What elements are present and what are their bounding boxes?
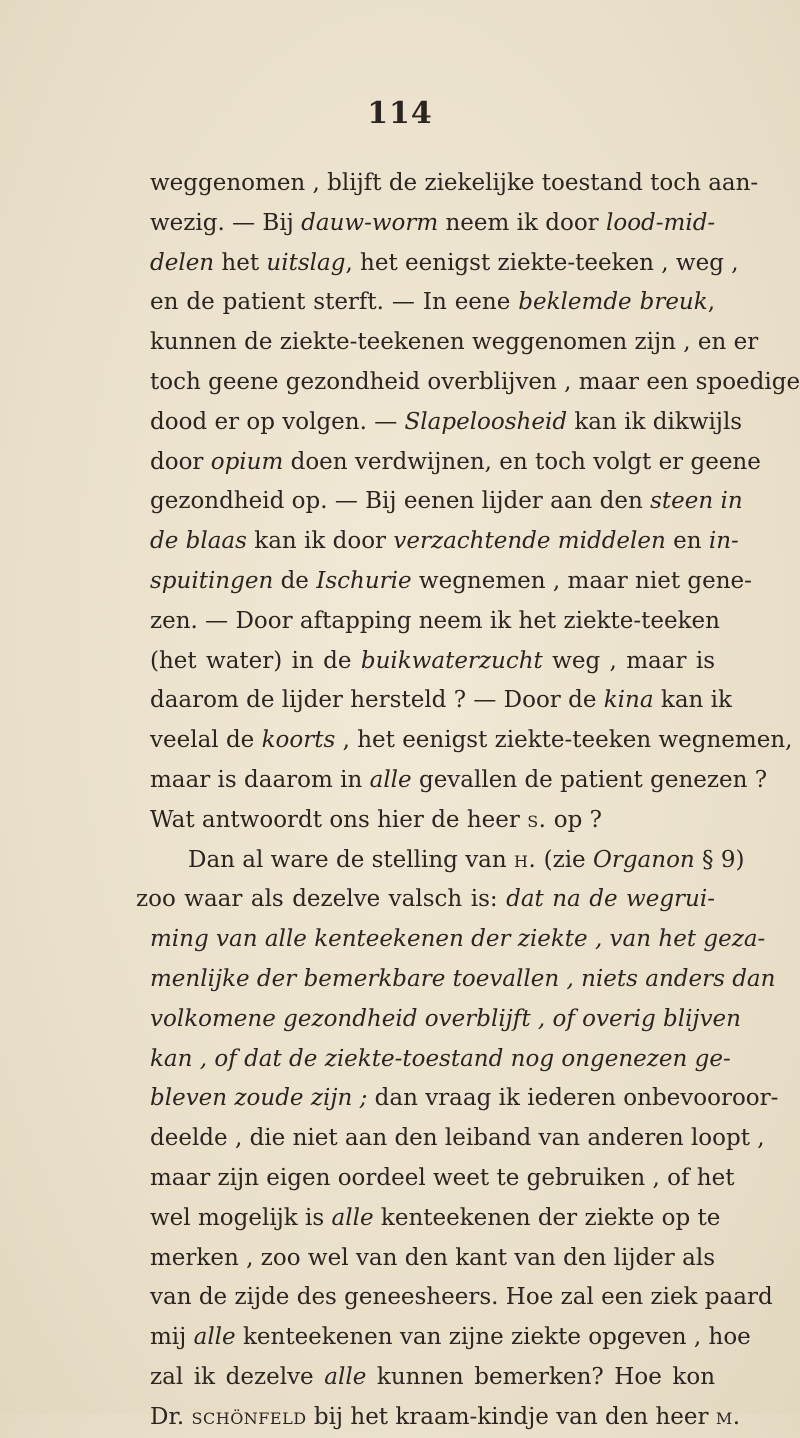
italic-run: kina [603,687,654,714]
italic-run: bleven zoude zijn ; [150,1085,368,1112]
text-line [150,920,766,960]
text-run: wegnemen , maar niet gene- [411,567,752,594]
text-run: kan ik [653,687,732,714]
text-run: maar is daarom in [150,766,370,793]
text-line [150,283,715,323]
text-line [150,1079,779,1119]
text-run: § 9) [694,846,745,873]
text-line [150,323,759,363]
text-run: kenteekenen der ziekte op te [373,1204,721,1231]
text-run: en de patient sterft. — In eene [150,289,519,316]
text-line [150,642,715,682]
text-run: door [150,448,211,475]
text-line [150,204,715,244]
italic-run: lood-mid- [605,209,716,236]
text-run: maar zijn eigen oordeel weet te gebruiken , of het [150,1164,735,1191]
text-line [150,403,743,443]
text-line [150,164,759,204]
text-line [150,1239,715,1279]
italic-run: de blaas [150,528,247,555]
text-line [150,1278,773,1318]
text-run: kunnen de ziekte-teekenen weggenomen zijn , en er [150,329,759,356]
text-run: daarom de lijder hersteld ? — Door de [150,687,604,714]
text-run: kenteekenen van zijne ziekte opgeven , hoe [235,1324,751,1351]
text-line [150,681,732,721]
italic-run: alle [331,1204,374,1231]
italic-run: buikwaterzucht [360,647,543,674]
italic-run: in- [708,528,739,555]
page-number: 114 [367,96,433,131]
text-run: kan ik door [246,528,394,555]
italic-run: Slapeloosheid [404,408,568,435]
italic-run: kan , of dat de ziekte-toestand nog ongenezen ge- [150,1045,731,1072]
italic-run: alle [324,1363,367,1390]
text-line [150,1358,715,1398]
text-run: wel mogelijk is [150,1204,332,1231]
text-line [150,562,752,602]
text-run: wezig. — Bij [150,209,302,236]
italic-run: koorts [261,727,336,754]
italic-run: delen [150,249,215,276]
text-run: , het eenigst ziekte-teeken wegnemen, [335,727,793,754]
text-run: het [214,249,267,276]
text-line [136,880,715,920]
text-run: en [665,528,709,555]
text-line [150,522,739,562]
body-text [136,164,800,1438]
text-run: deelde , die niet aan den leiband van anderen loopt , [150,1125,765,1152]
text-line [150,1119,765,1159]
text-run: dood er op volgen. — [150,408,405,435]
italic-run: opium [210,448,284,475]
text-run: kunnen bemerken? Hoe kon [366,1363,716,1390]
small-caps-run: h. [514,846,537,873]
text-run: van de zijde des geneesheers. Hoe zal een ziek paard [150,1284,773,1311]
italic-run: uitslag [266,249,346,276]
text-line [150,602,720,642]
text-line [150,244,739,284]
italic-run: beklemde breuk [518,289,708,316]
text-run: doen verdwijnen, en toch volgt er geene [283,448,761,475]
text-run: Dan al ware de stelling van [188,846,515,873]
small-caps-run: s. [527,806,547,833]
italic-run: dauw-worm [301,209,439,236]
small-caps-run: schönfeld [191,1403,307,1430]
text-line [150,482,743,522]
text-line [150,1398,741,1438]
italic-run: Organon [592,846,695,873]
italic-run: ming van alle kenteekenen der ziekte , van het geza- [150,926,766,953]
text-run: , [707,289,715,316]
text-run: mij [150,1324,194,1351]
text-run: toch geene gezondheid overblijven , maar een spoedige [150,368,800,395]
small-caps-run: m. [715,1403,741,1430]
text-line [150,1199,721,1239]
italic-run: spuitingen [150,567,274,594]
italic-run: dat na de wegrui- [506,886,715,913]
text-run: zen. — Door aftapping neem ik het ziekte-teeken [150,607,720,634]
text-line [150,960,776,1000]
text-run: (zie [536,846,593,873]
text-run: dan vraag ik iederen onbevooroor- [367,1085,779,1112]
text-line [150,1159,735,1199]
text-run: kan ik dikwijls [567,408,743,435]
italic-run: alle [193,1324,236,1351]
text-line [150,841,745,881]
text-run: veelal de [150,727,262,754]
text-run: op ? [546,806,602,833]
text-line [150,443,761,483]
text-run: bij het kraam-kindje van den heer [306,1403,716,1430]
text-run: Dr. [150,1403,192,1430]
text-run: weg , maar is [542,647,715,674]
italic-run: verzachtende middelen [393,528,666,555]
italic-run: alle [369,766,412,793]
text-line [150,761,768,801]
text-run: weggenomen , blijft de ziekelijke toestand toch aan- [150,170,759,196]
text-run: neem ik door [438,209,606,236]
text-run: gezondheid op. — Bij eenen lijder aan den [150,488,651,515]
text-line [150,1040,731,1080]
text-run: zoo waar als dezelve valsch is: [136,886,507,913]
text-run: Wat antwoordt ons hier de heer [150,806,528,833]
italic-run: Ischurie [316,567,412,594]
text-run: gevallen de patient genezen ? [411,766,768,793]
text-run: merken , zoo wel van den kant van den lijder als [150,1244,715,1271]
text-line [150,801,715,841]
italic-run: steen in [650,488,743,515]
text-run: , het eenigst ziekte-teeken , weg , [345,249,739,276]
text-line [150,721,793,761]
text-line [150,1000,741,1040]
text-line [150,363,800,403]
text-run: de [273,567,317,594]
text-run: zal ik dezelve [150,1363,325,1390]
text-line [150,1318,751,1358]
text-run: (het water) in de [150,647,361,674]
italic-run: volkomene gezondheid overblijft , of overig blijven [150,1005,741,1032]
italic-run: menlijke der bemerkbare toevallen , niets anders dan [150,965,776,992]
